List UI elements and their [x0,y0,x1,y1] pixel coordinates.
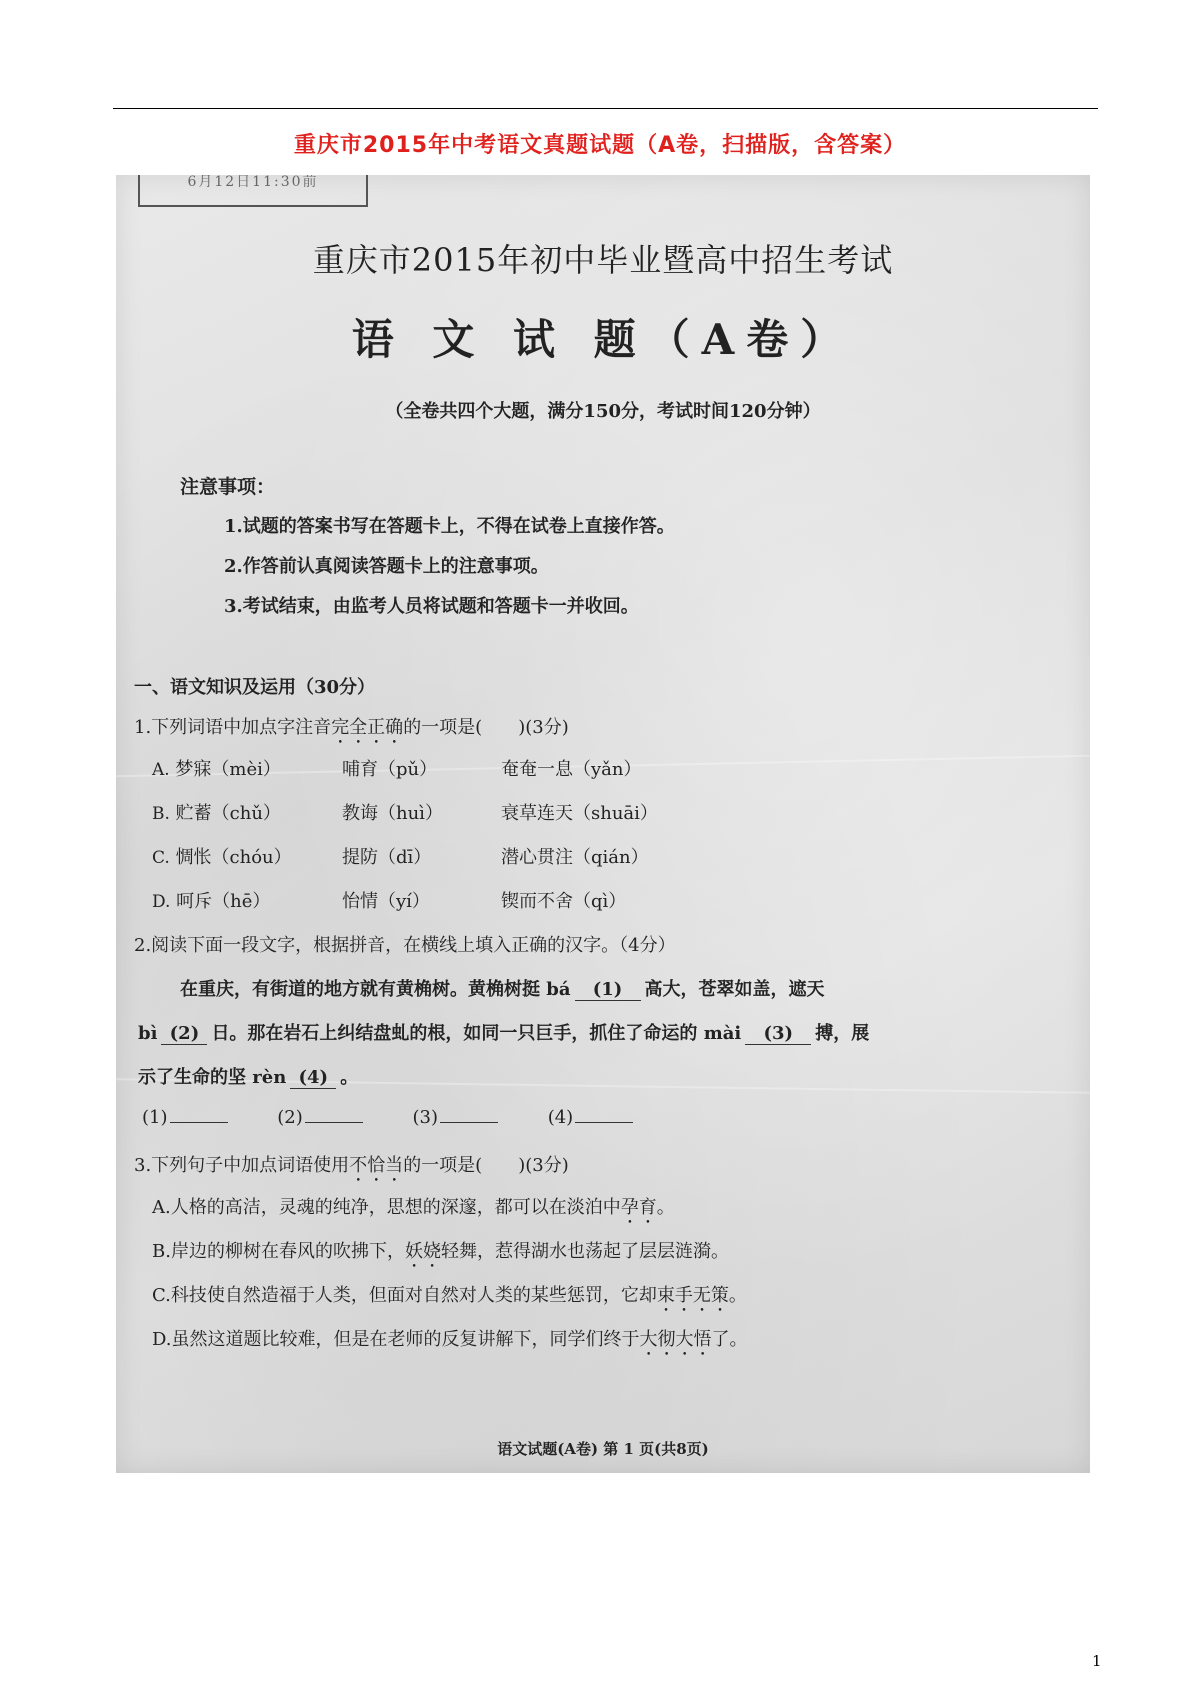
time-stamp-box: 6月12日11:30前 [138,175,368,207]
option-text: A.人格的高洁，灵魂的纯净，思想的深邃，都可以在淡泊中 [152,1197,621,1218]
passage-text: 高大，苍翠如盖，遮天 [644,979,825,1000]
q1-option-c-item: 潜心贯注（qián） [501,847,649,868]
option-letter: A. [152,760,170,780]
q1-option-d-item: 怡情（yí） [342,891,430,912]
exam-name: 重庆市2015年初中毕业暨高中招生考试 [312,241,894,279]
option-item: 呵斥（hē） [176,891,271,912]
option-text: 。 [728,1285,747,1306]
option-text: D.虽然这道题比较难，但是在老师的反复讲解下，同学们终于 [152,1329,640,1350]
option-letter: C. [152,848,170,868]
question-2-stem: 2.阅读下面一段文字，根据拼音，在横线上填入正确的汉字。（4分） [134,935,676,956]
q1-option-a-item: 哺育（pǔ） [342,759,438,780]
answer-slot-label: (3) [412,1107,438,1128]
notice-item: 3.考试结束，由监考人员将试题和答题卡一并收回。 [224,596,639,617]
dotted-text: 妖娆 [404,1241,441,1262]
dotted-text: 孕育 [620,1197,657,1218]
option-item: 贮蓄（chǔ） [175,803,281,824]
q3-option-a [152,1193,675,1228]
answer-line [305,1122,363,1123]
notice-heading: 注意事项： [180,476,276,498]
answer-line [170,1122,228,1123]
header-rule [113,108,1098,109]
option-letter: D. [152,892,171,912]
q1-option-a [152,755,281,781]
passage-text: 日。那在岩石上纠结盘虬的根，如同一只巨手，抓住了命运的 mài [211,1023,742,1044]
dotted-text: 不恰当 [349,1155,404,1176]
answer-slot [277,1107,363,1128]
passage-blank: (4) [290,1067,336,1089]
passage-text: 。 [340,1067,359,1088]
q2-answer-blanks [142,1107,677,1128]
answer-line [575,1122,633,1123]
option-item: 惆怅（chóu） [175,847,292,868]
answer-slot-label: (1) [142,1107,168,1128]
paper-title: 语 文 试 题（A卷） [351,315,855,364]
q1-option-a-item: 奄奄一息（yǎn） [501,759,642,780]
dotted-text: 完全正确 [331,717,404,738]
exam-info: （全卷共四个大题，满分150分，考试时间120分钟） [385,401,821,422]
passage-text: 搏，展 [815,1023,870,1044]
q1-option-c [152,843,292,869]
passage-text: 示了生命的坚 rèn [138,1067,287,1088]
answer-slot [548,1107,634,1128]
answer-slot [142,1107,228,1128]
answer-line [440,1122,498,1123]
notice-item: 2.作答前认真阅读答题卡上的注意事项。 [224,556,549,577]
q1-option-b-item: 教诲（huì） [342,803,443,824]
option-text: C.科技使自然造福于人类，但面对自然对人类的某些惩罚，它却 [152,1285,657,1306]
q1-option-d [152,887,270,913]
q2-passage-line-2 [138,1019,869,1045]
q3-option-c [152,1281,747,1316]
q1-option-d-item: 锲而不舍（qì） [501,891,627,912]
stem-text: 的一项是( )(3分) [403,717,569,738]
page-number: 1 [1092,1652,1102,1670]
option-text: 了。 [711,1329,748,1350]
scanned-exam-page [116,175,1090,1473]
answer-slot [412,1107,498,1128]
section-heading: 一、语文知识及运用（30分） [134,677,376,698]
dotted-text: 束手无策 [656,1285,729,1306]
stem-text: 1.下列词语中加点字注音 [134,717,332,738]
question-3-stem [134,1151,569,1186]
option-letter: B. [152,804,170,824]
q1-option-b [152,799,281,825]
option-text: 轻舞，惹得湖水也荡起了层层涟漪。 [440,1241,729,1262]
q3-option-b [152,1237,729,1272]
document-title: 重庆市2015年中考语文真题试题（A卷，扫描版，含答案） [293,133,907,158]
answer-slot-label: (4) [547,1107,574,1128]
answer-slot-label: (2) [277,1107,303,1128]
option-item: 梦寐（mèi） [175,759,281,780]
q3-option-d [152,1325,748,1360]
q1-option-b-item: 衰草连天（shuāi） [501,803,658,824]
q1-option-c-item: 提防（dī） [342,847,432,868]
dotted-text: 大彻大悟 [639,1329,712,1350]
passage-text: bì [138,1023,158,1044]
passage-text: 在重庆，有街道的地方就有黄桷树。黄桷树挺 bá [180,979,571,1000]
notice-item: 1.试题的答案书写在答题卡上，不得在试卷上直接作答。 [224,516,675,537]
option-text: 。 [656,1197,675,1218]
stem-text: 的一项是( )(3分) [403,1155,569,1176]
passage-blank: (3) [745,1023,811,1045]
stem-text: 3.下列句子中加点词语使用 [134,1155,350,1176]
q2-passage-line-1 [180,975,825,1001]
passage-blank: (2) [161,1023,207,1045]
q2-passage-line-3 [138,1063,358,1089]
scan-page-footer: 语文试题(A卷) 第 1 页(共8页) [497,1440,709,1458]
option-text: B.岸边的柳树在春风的吹拂下， [152,1241,405,1262]
passage-blank: (1) [575,979,641,1001]
question-1-stem [134,713,569,748]
